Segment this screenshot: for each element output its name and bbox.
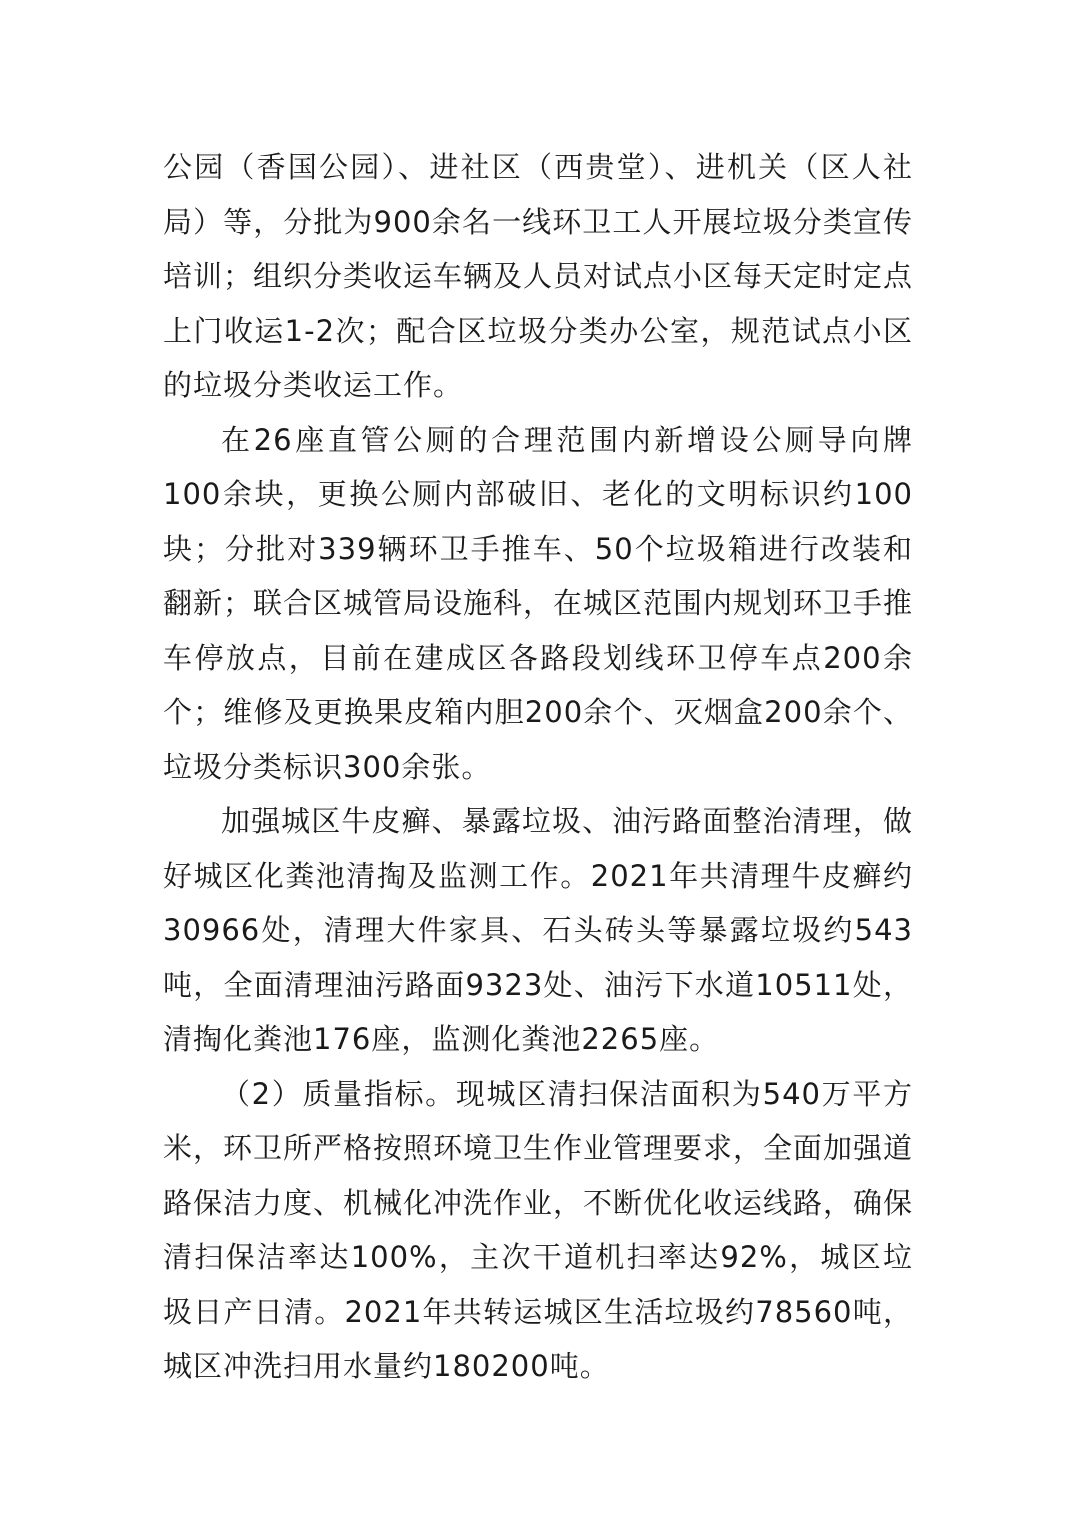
document-body [163,140,913,1394]
paragraph-cleanup: 加强城区牛皮癣、暴露垃圾、油污路面整治清理，做好城区化粪池清掏及监测工作。2021年共清理牛皮癣约30966处，清理大件家具、石头砖头等暴露垃圾约543吨，全面清理油污路面9323处、油污下水道10511处，清掏化粪池176座，监测化粪池2265座。 [163,804,913,1056]
paragraph-public-toilets: 在26座直管公厕的合理范围内新增设公厕导向牌100余块，更换公厕内部破旧、老化的文明标识约100块；分批对339辆环卫手推车、50个垃圾箱进行改装和翻新；联合区城管局设施科，在城区范围内规划环卫手推车停放点，目前在建成区各路段划线环卫停车点200余个；维修及更换果皮箱内胆200余个、灭烟盒200余个、垃圾分类标识300余张。 [163,422,914,784]
paragraph-quality-indicators: （2）质量指标。现城区清扫保洁面积为540万平方米，环卫所严格按照环境卫生作业管理要求，全面加强道路保洁力度、机械化冲洗作业，不断优化收运线路，确保清扫保洁率达100%，主次干道机扫率达92%，城区垃圾日产日清。2021年共转运城区生活垃圾约78560吨，城区冲洗扫用水量约180200吨。 [163,1076,914,1383]
paragraph-sorting-training: 公园（香国公园）、进社区（西贵堂）、进机关（区人社局）等，分批为900余名一线环卫工人开展垃圾分类宣传培训；组织分类收运车辆及人员对试点小区每天定时定点上门收运1-2次；配合区垃圾分类办公室，规范试点小区的垃圾分类收运工作。 [163,150,914,402]
